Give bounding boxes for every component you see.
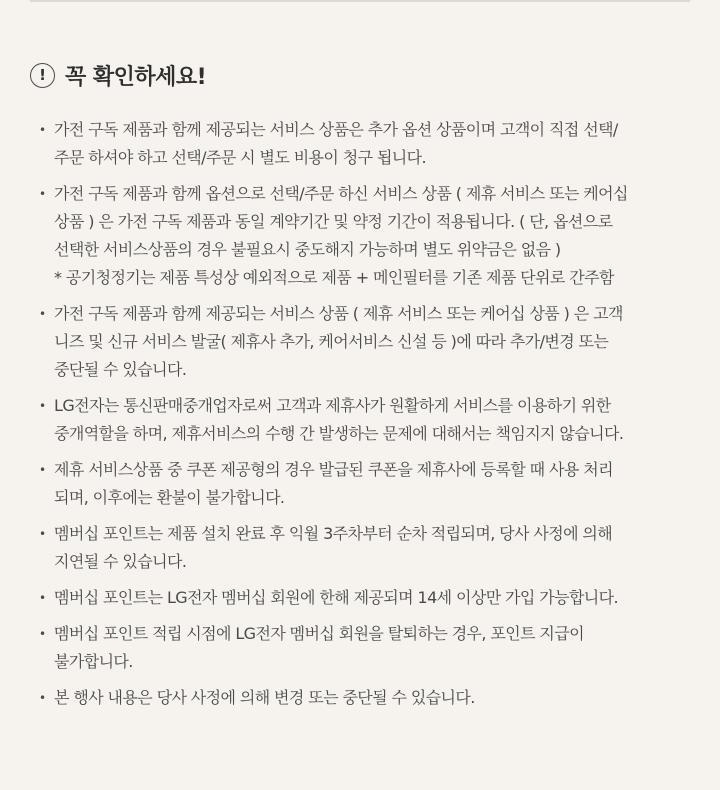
- notice-item: [35, 620, 696, 676]
- notice-item-line: * 공기청정기는 제품 특성상 예외적으로 제품 + 메인필터를 기존 제품 단위로 간주함: [54, 268, 614, 287]
- notice-item: [35, 584, 696, 612]
- notice-item-line: 멤버십 포인트는 제품 설치 완료 후 익월 3주차부터 순차 적립되며, 당사 사정에 의해: [54, 524, 613, 543]
- notice-item-line: 되며, 이후에는 환불이 불가합니다.: [54, 488, 285, 507]
- notice-item: [35, 116, 696, 172]
- notice-item-line: 제휴 서비스상품 중 쿠폰 제공형의 경우 발급된 쿠폰을 제휴사에 등록할 때 사용 처리: [54, 460, 613, 479]
- notice-item: [35, 520, 696, 576]
- notice-item-line: 선택한 서비스상품의 경우 불필요시 중도해지 가능하며 별도 위약금은 없음 ): [54, 240, 561, 259]
- notice-item: [35, 392, 696, 448]
- notice-item: [35, 180, 696, 292]
- notice-item-line: 주문 하셔야 하고 선택/주문 시 별도 비용이 청구 됩니다.: [54, 148, 426, 167]
- notice-list: [35, 116, 696, 720]
- notice-item-line: 본 행사 내용은 당사 사정에 의해 변경 또는 중단될 수 있습니다.: [54, 688, 475, 707]
- notice-item-line: 중단될 수 있습니다.: [54, 360, 187, 379]
- notice-item-line: 가전 구독 제품과 함께 제공되는 서비스 상품은 추가 옵션 상품이며 고객이 직접 선택/: [54, 120, 618, 139]
- bullet-dot-icon: •: [39, 187, 46, 201]
- notice-item-line: 상품 ) 은 가전 구독 제품과 동일 계약기간 및 약정 기간이 적용됩니다. ( 단, 옵션으로: [54, 212, 613, 231]
- notice-item-line: 불가합니다.: [54, 652, 133, 671]
- bullet-dot-icon: •: [39, 123, 46, 137]
- notice-item-line: 멤버십 포인트는 LG전자 멤버십 회원에 한해 제공되며 14세 이상만 가입 가능합니다.: [54, 588, 619, 607]
- bullet-dot-icon: •: [39, 691, 46, 705]
- bullet-dot-icon: •: [39, 307, 46, 321]
- exclamation-circle-icon: !: [30, 63, 55, 88]
- notice-item-line: 니즈 및 신규 서비스 발굴( 제휴사 추가, 케어서비스 신설 등 )에 따라 추가/변경 또는: [54, 332, 609, 351]
- notice-item: [35, 456, 696, 512]
- notice-item-line: LG전자는 통신판매중개업자로써 고객과 제휴사가 원활하게 서비스를 이용하기 위한: [54, 396, 611, 415]
- top-divider: [30, 0, 690, 2]
- bullet-dot-icon: •: [39, 627, 46, 641]
- notice-item: [35, 300, 696, 384]
- bullet-dot-icon: •: [39, 399, 46, 413]
- notice-item-line: 가전 구독 제품과 함께 제공되는 서비스 상품 ( 제휴 서비스 또는 케어십 상품 ) 은 고객: [54, 304, 623, 323]
- notice-header: [30, 60, 206, 91]
- notice-title: 꼭 확인하세요!: [65, 65, 207, 90]
- notice-item-line: 중개역할을 하며, 제휴서비스의 수행 간 발생하는 문제에 대해서는 책임지지 않습니다.: [54, 424, 624, 443]
- notice-item-line: 가전 구독 제품과 함께 옵션으로 선택/주문 하신 서비스 상품 ( 제휴 서비스 또는 케어십: [54, 184, 628, 203]
- bullet-dot-icon: •: [39, 463, 46, 477]
- notice-item-line: 지연될 수 있습니다.: [54, 552, 187, 571]
- bullet-dot-icon: •: [39, 591, 46, 605]
- bullet-dot-icon: •: [39, 527, 46, 541]
- notice-item: [35, 684, 696, 712]
- notice-item-line: 멤버십 포인트 적립 시점에 LG전자 멤버십 회원을 탈퇴하는 경우, 포인트 지급이: [54, 624, 584, 643]
